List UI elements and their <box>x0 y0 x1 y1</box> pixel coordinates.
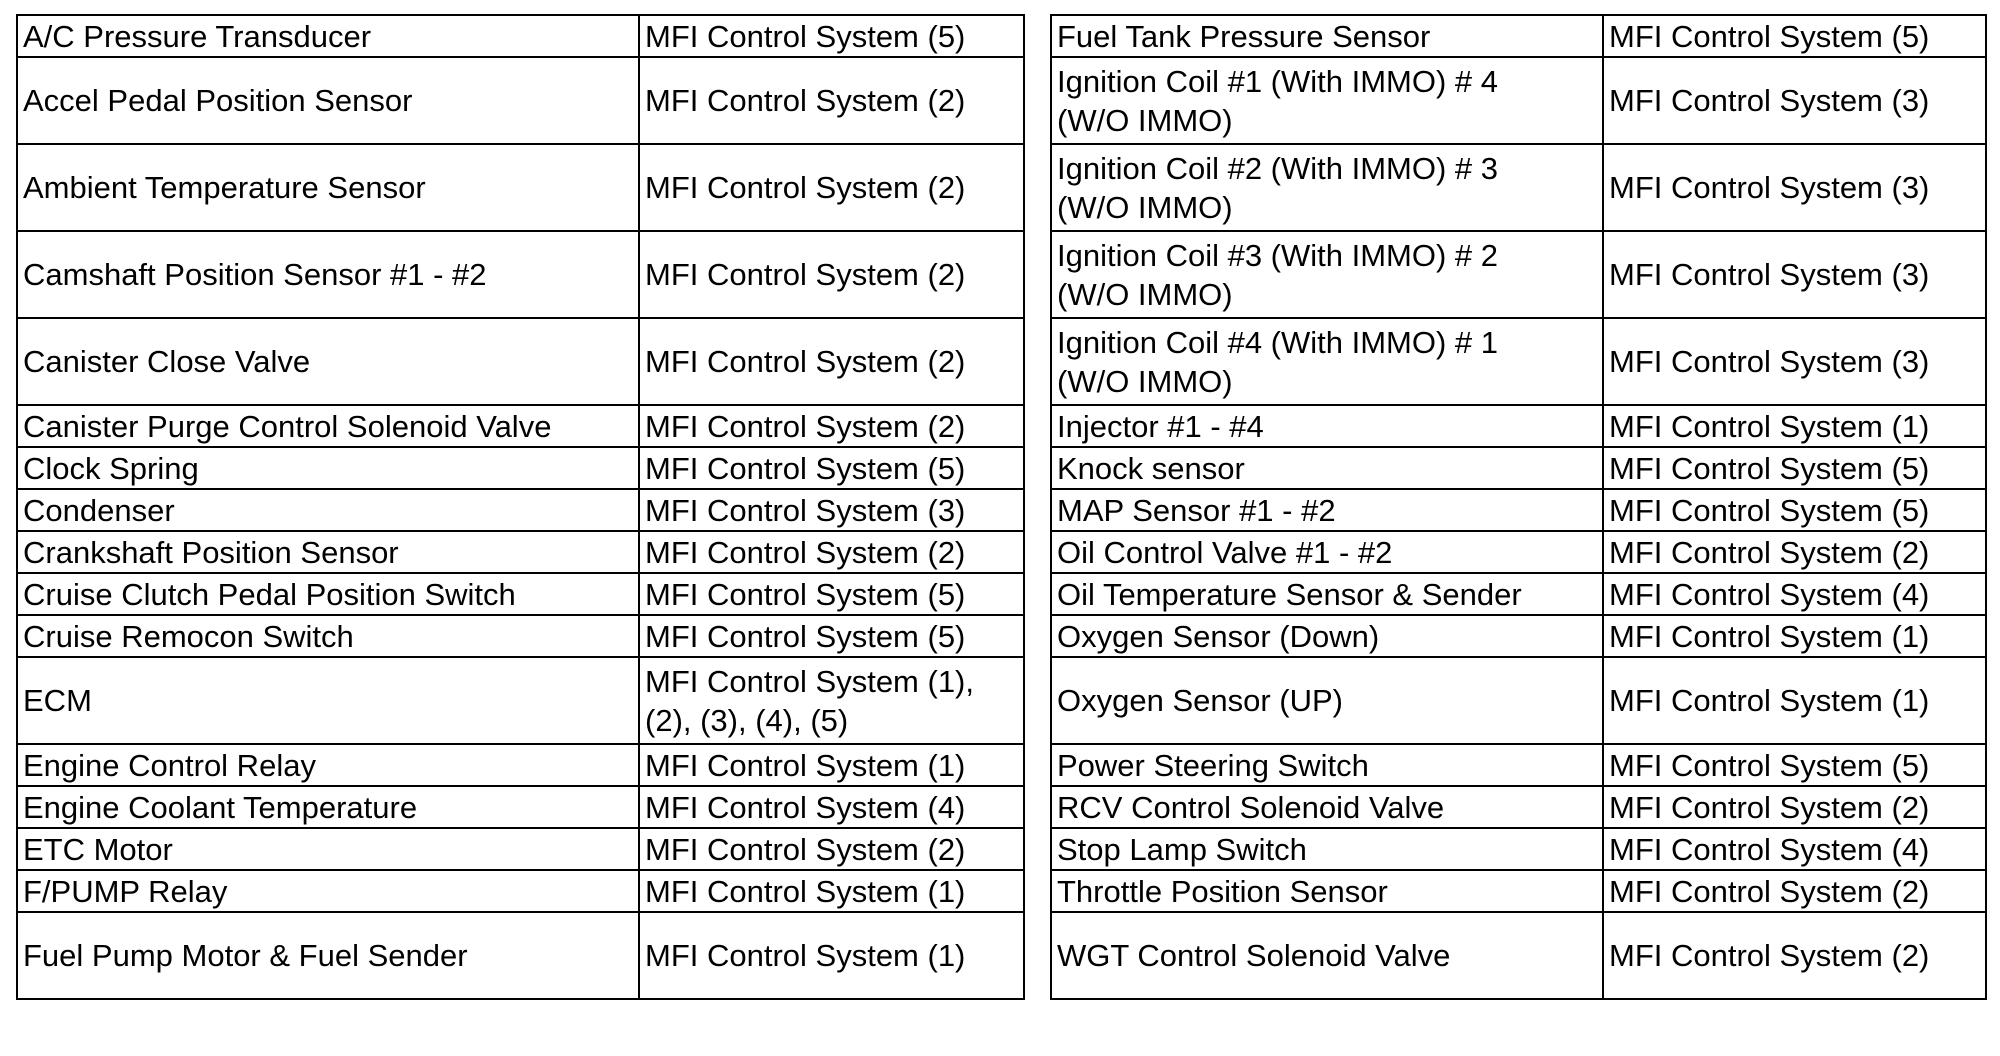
right-component-cell: Ignition Coil #4 (With IMMO) # 1 (W/O IMMO) <box>1051 318 1603 405</box>
right-location-cell: MFI Control System (5) <box>1603 15 1986 57</box>
left-component-cell: Crankshaft Position Sensor <box>17 531 639 573</box>
left-component-cell: Fuel Pump Motor & Fuel Sender <box>17 912 639 999</box>
right-location-cell: MFI Control System (5) <box>1603 489 1986 531</box>
left-component-cell: Ambient Temperature Sensor <box>17 144 639 231</box>
right-component-cell: Ignition Coil #1 (With IMMO) # 4 (W/O IMMO) <box>1051 57 1603 144</box>
left-location-cell: MFI Control System (4) <box>639 786 1024 828</box>
left-component-cell: Engine Coolant Temperature <box>17 786 639 828</box>
left-component-cell: F/PUMP Relay <box>17 870 639 912</box>
table-row <box>17 405 1986 447</box>
table-row <box>17 57 1986 144</box>
component-index-table <box>16 14 1987 1000</box>
column-separator <box>1024 615 1051 657</box>
right-component-cell: Oxygen Sensor (Down) <box>1051 615 1603 657</box>
table-body <box>17 15 1986 999</box>
right-location-cell: MFI Control System (2) <box>1603 531 1986 573</box>
left-location-cell: MFI Control System (2) <box>639 318 1024 405</box>
column-separator <box>1024 786 1051 828</box>
right-component-cell: Oxygen Sensor (UP) <box>1051 657 1603 744</box>
right-component-cell: WGT Control Solenoid Valve <box>1051 912 1603 999</box>
right-component-cell: RCV Control Solenoid Valve <box>1051 786 1603 828</box>
left-component-cell: ETC Motor <box>17 828 639 870</box>
right-location-cell: MFI Control System (1) <box>1603 615 1986 657</box>
right-component-cell: Fuel Tank Pressure Sensor <box>1051 15 1603 57</box>
right-location-cell: MFI Control System (5) <box>1603 447 1986 489</box>
left-component-cell: Accel Pedal Position Sensor <box>17 57 639 144</box>
right-location-cell: MFI Control System (3) <box>1603 144 1986 231</box>
table-row <box>17 786 1986 828</box>
column-separator <box>1024 828 1051 870</box>
column-separator <box>1024 144 1051 231</box>
right-location-cell: MFI Control System (2) <box>1603 870 1986 912</box>
right-location-cell: MFI Control System (3) <box>1603 231 1986 318</box>
left-component-cell: Camshaft Position Sensor #1 - #2 <box>17 231 639 318</box>
column-separator <box>1024 231 1051 318</box>
left-component-cell: Canister Close Valve <box>17 318 639 405</box>
left-location-cell: MFI Control System (2) <box>639 828 1024 870</box>
table-row <box>17 573 1986 615</box>
left-location-cell: MFI Control System (2) <box>639 531 1024 573</box>
left-location-cell: MFI Control System (5) <box>639 615 1024 657</box>
table-row <box>17 15 1986 57</box>
right-location-cell: MFI Control System (1) <box>1603 657 1986 744</box>
column-separator <box>1024 447 1051 489</box>
table-row <box>17 744 1986 786</box>
table-row <box>17 489 1986 531</box>
left-location-cell: MFI Control System (2) <box>639 231 1024 318</box>
table-row <box>17 615 1986 657</box>
left-component-cell: Condenser <box>17 489 639 531</box>
right-component-cell: Knock sensor <box>1051 447 1603 489</box>
left-component-cell: Cruise Remocon Switch <box>17 615 639 657</box>
table-row <box>17 318 1986 405</box>
column-separator <box>1024 57 1051 144</box>
right-component-cell: MAP Sensor #1 - #2 <box>1051 489 1603 531</box>
left-location-cell: MFI Control System (3) <box>639 489 1024 531</box>
left-location-cell: MFI Control System (1) <box>639 744 1024 786</box>
left-location-cell: MFI Control System (1) <box>639 870 1024 912</box>
right-location-cell: MFI Control System (3) <box>1603 57 1986 144</box>
right-location-cell: MFI Control System (4) <box>1603 573 1986 615</box>
left-location-cell: MFI Control System (5) <box>639 573 1024 615</box>
column-separator <box>1024 573 1051 615</box>
right-component-cell: Injector #1 - #4 <box>1051 405 1603 447</box>
left-location-cell: MFI Control System (2) <box>639 144 1024 231</box>
right-component-cell: Throttle Position Sensor <box>1051 870 1603 912</box>
column-separator <box>1024 744 1051 786</box>
right-component-cell: Stop Lamp Switch <box>1051 828 1603 870</box>
right-location-cell: MFI Control System (1) <box>1603 405 1986 447</box>
left-location-cell: MFI Control System (1), (2), (3), (4), (5) <box>639 657 1024 744</box>
right-location-cell: MFI Control System (2) <box>1603 912 1986 999</box>
column-separator <box>1024 489 1051 531</box>
left-location-cell: MFI Control System (2) <box>639 405 1024 447</box>
column-separator <box>1024 912 1051 999</box>
left-location-cell: MFI Control System (2) <box>639 57 1024 144</box>
right-component-cell: Oil Temperature Sensor & Sender <box>1051 573 1603 615</box>
left-location-cell: MFI Control System (1) <box>639 912 1024 999</box>
column-separator <box>1024 318 1051 405</box>
right-location-cell: MFI Control System (3) <box>1603 318 1986 405</box>
table-row <box>17 144 1986 231</box>
left-component-cell: Clock Spring <box>17 447 639 489</box>
left-component-cell: Engine Control Relay <box>17 744 639 786</box>
right-component-cell: Oil Control Valve #1 - #2 <box>1051 531 1603 573</box>
table-row <box>17 828 1986 870</box>
column-separator <box>1024 531 1051 573</box>
right-location-cell: MFI Control System (4) <box>1603 828 1986 870</box>
right-location-cell: MFI Control System (5) <box>1603 744 1986 786</box>
left-component-cell: ECM <box>17 657 639 744</box>
table-row <box>17 531 1986 573</box>
left-component-cell: Cruise Clutch Pedal Position Switch <box>17 573 639 615</box>
right-component-cell: Power Steering Switch <box>1051 744 1603 786</box>
right-component-cell: Ignition Coil #2 (With IMMO) # 3 (W/O IMMO) <box>1051 144 1603 231</box>
column-separator <box>1024 657 1051 744</box>
column-separator <box>1024 15 1051 57</box>
table-row <box>17 657 1986 744</box>
left-component-cell: A/C Pressure Transducer <box>17 15 639 57</box>
right-component-cell: Ignition Coil #3 (With IMMO) # 2 (W/O IMMO) <box>1051 231 1603 318</box>
column-separator <box>1024 405 1051 447</box>
table-row <box>17 870 1986 912</box>
left-location-cell: MFI Control System (5) <box>639 447 1024 489</box>
table-row <box>17 447 1986 489</box>
table-row <box>17 912 1986 999</box>
column-separator <box>1024 870 1051 912</box>
right-location-cell: MFI Control System (2) <box>1603 786 1986 828</box>
left-component-cell: Canister Purge Control Solenoid Valve <box>17 405 639 447</box>
table-row <box>17 231 1986 318</box>
left-location-cell: MFI Control System (5) <box>639 15 1024 57</box>
